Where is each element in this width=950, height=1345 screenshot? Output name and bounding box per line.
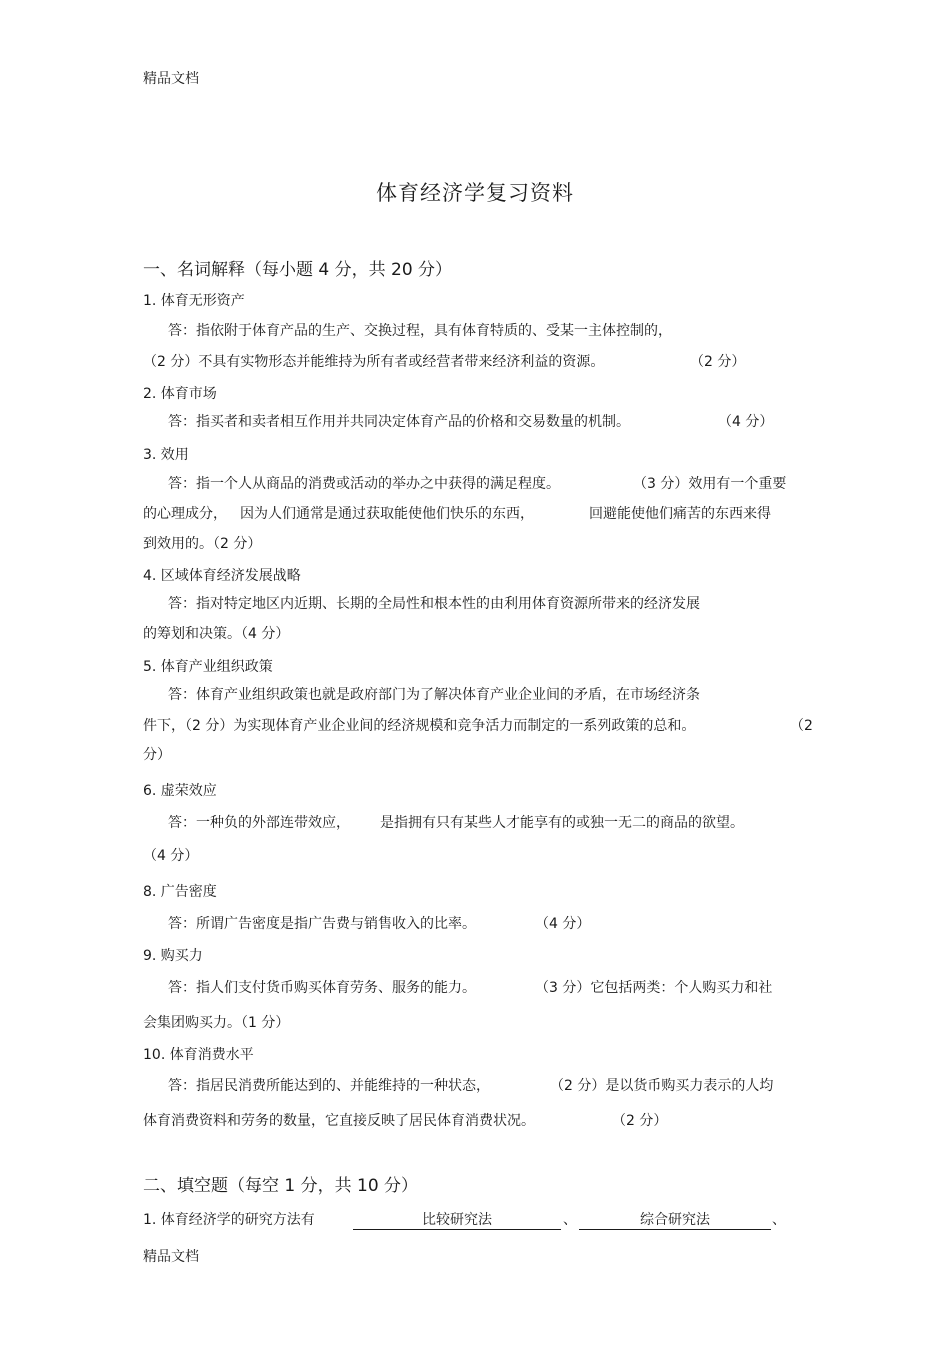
answer-6-score: （4 分） xyxy=(143,848,199,864)
answer-2-line-1: 答：指买者和卖者相互作用并共同决定体育产品的价格和交易数量的机制。 xyxy=(168,414,630,430)
answer-3-line-1: 答：指一个人从商品的消费或活动的举办之中获得的满足程度。 xyxy=(168,476,560,492)
answer-5-line-2: 件下，（2 分）为实现体育产业企业间的经济规模和竞争活力而制定的一系列政策的总和。 xyxy=(143,718,696,734)
answer-9-line-1a: 答：指人们支付货币购买体育劳务、服务的能力。 xyxy=(168,980,476,996)
term-1: 1. 体育无形资产 xyxy=(143,293,245,309)
fill-separator-2: 、 xyxy=(772,1212,786,1228)
answer-10-line-1b: （2 分）是以货币购买力表示的人均 xyxy=(550,1078,774,1094)
answer-3-line-3: 到效用的。（2 分） xyxy=(143,536,262,552)
answer-3-line-1b: （3 分）效用有一个重要 xyxy=(633,476,787,492)
answer-9-line-2: 会集团购买力。（1 分） xyxy=(143,1015,290,1031)
fill-blank-2: 综合研究法 xyxy=(579,1211,771,1230)
answer-1-line-1: 答：指依附于体育产品的生产、交换过程，具有体育特质的、受某一主体控制的， xyxy=(168,323,672,339)
term-6: 6. 虚荣效应 xyxy=(143,783,217,799)
term-4: 4. 区域体育经济发展战略 xyxy=(143,568,301,584)
answer-10-score: （2 分） xyxy=(612,1113,668,1129)
term-8: 8. 广告密度 xyxy=(143,884,217,900)
answer-8-score: （4 分） xyxy=(535,916,591,932)
fill-blank-1: 比较研究法 xyxy=(353,1211,561,1230)
answer-10-line-2: 体育消费资料和劳务的数量，它直接反映了居民体育消费状况。 xyxy=(143,1113,535,1129)
answer-10-line-1a: 答：指居民消费所能达到的、并能维持的一种状态， xyxy=(168,1078,490,1094)
fill-separator-1: 、 xyxy=(563,1212,577,1228)
section-1-heading: 一、名词解释（每小题 4 分，共 20 分） xyxy=(143,260,453,280)
answer-5-line-1: 答：体育产业组织政策也就是政府部门为了解决体育产业企业间的矛盾，在市场经济条 xyxy=(168,687,700,703)
term-3: 3. 效用 xyxy=(143,447,189,463)
answer-5-score-b: 分） xyxy=(143,747,171,763)
answer-4-line-2: 的筹划和决策。（4 分） xyxy=(143,626,290,642)
answer-6-line-1b: 是指拥有只有某些人才能享有的或独一无二的商品的欲望。 xyxy=(380,815,744,831)
answer-5-score-a: （2 xyxy=(790,718,813,734)
term-9: 9. 购买力 xyxy=(143,948,203,964)
answer-3-line-2b: 因为人们通常是通过获取能使他们快乐的东西， xyxy=(240,506,534,522)
answer-1-score: （2 分） xyxy=(690,354,746,370)
document-title: 体育经济学复习资料 xyxy=(376,181,574,205)
answer-3-line-2a: 的心理成分， xyxy=(143,506,227,522)
answer-2-score: （4 分） xyxy=(718,414,774,430)
term-10: 10. 体育消费水平 xyxy=(143,1047,254,1063)
term-5: 5. 体育产业组织政策 xyxy=(143,659,273,675)
answer-8-line-1: 答：所谓广告密度是指广告费与销售收入的比率。 xyxy=(168,916,476,932)
answer-3-line-2c: 回避能使他们痛苦的东西来得 xyxy=(589,506,771,522)
answer-6-line-1a: 答：一种负的外部连带效应， xyxy=(168,815,350,831)
answer-1-line-2: （2 分）不具有实物形态并能维持为所有者或经营者带来经济利益的资源。 xyxy=(143,354,605,370)
page-footer: 精品文档 xyxy=(143,1249,199,1265)
answer-9-line-1b: （3 分）它包括两类：个人购买力和社 xyxy=(535,980,773,996)
fill-question-1: 1. 体育经济学的研究方法有 xyxy=(143,1212,315,1228)
answer-4-line-1: 答：指对特定地区内近期、长期的全局性和根本性的由利用体育资源所带来的经济发展 xyxy=(168,596,700,612)
section-2-heading: 二、填空题（每空 1 分，共 10 分） xyxy=(143,1176,419,1196)
term-2: 2. 体育市场 xyxy=(143,386,217,402)
page-header: 精品文档 xyxy=(143,71,199,87)
